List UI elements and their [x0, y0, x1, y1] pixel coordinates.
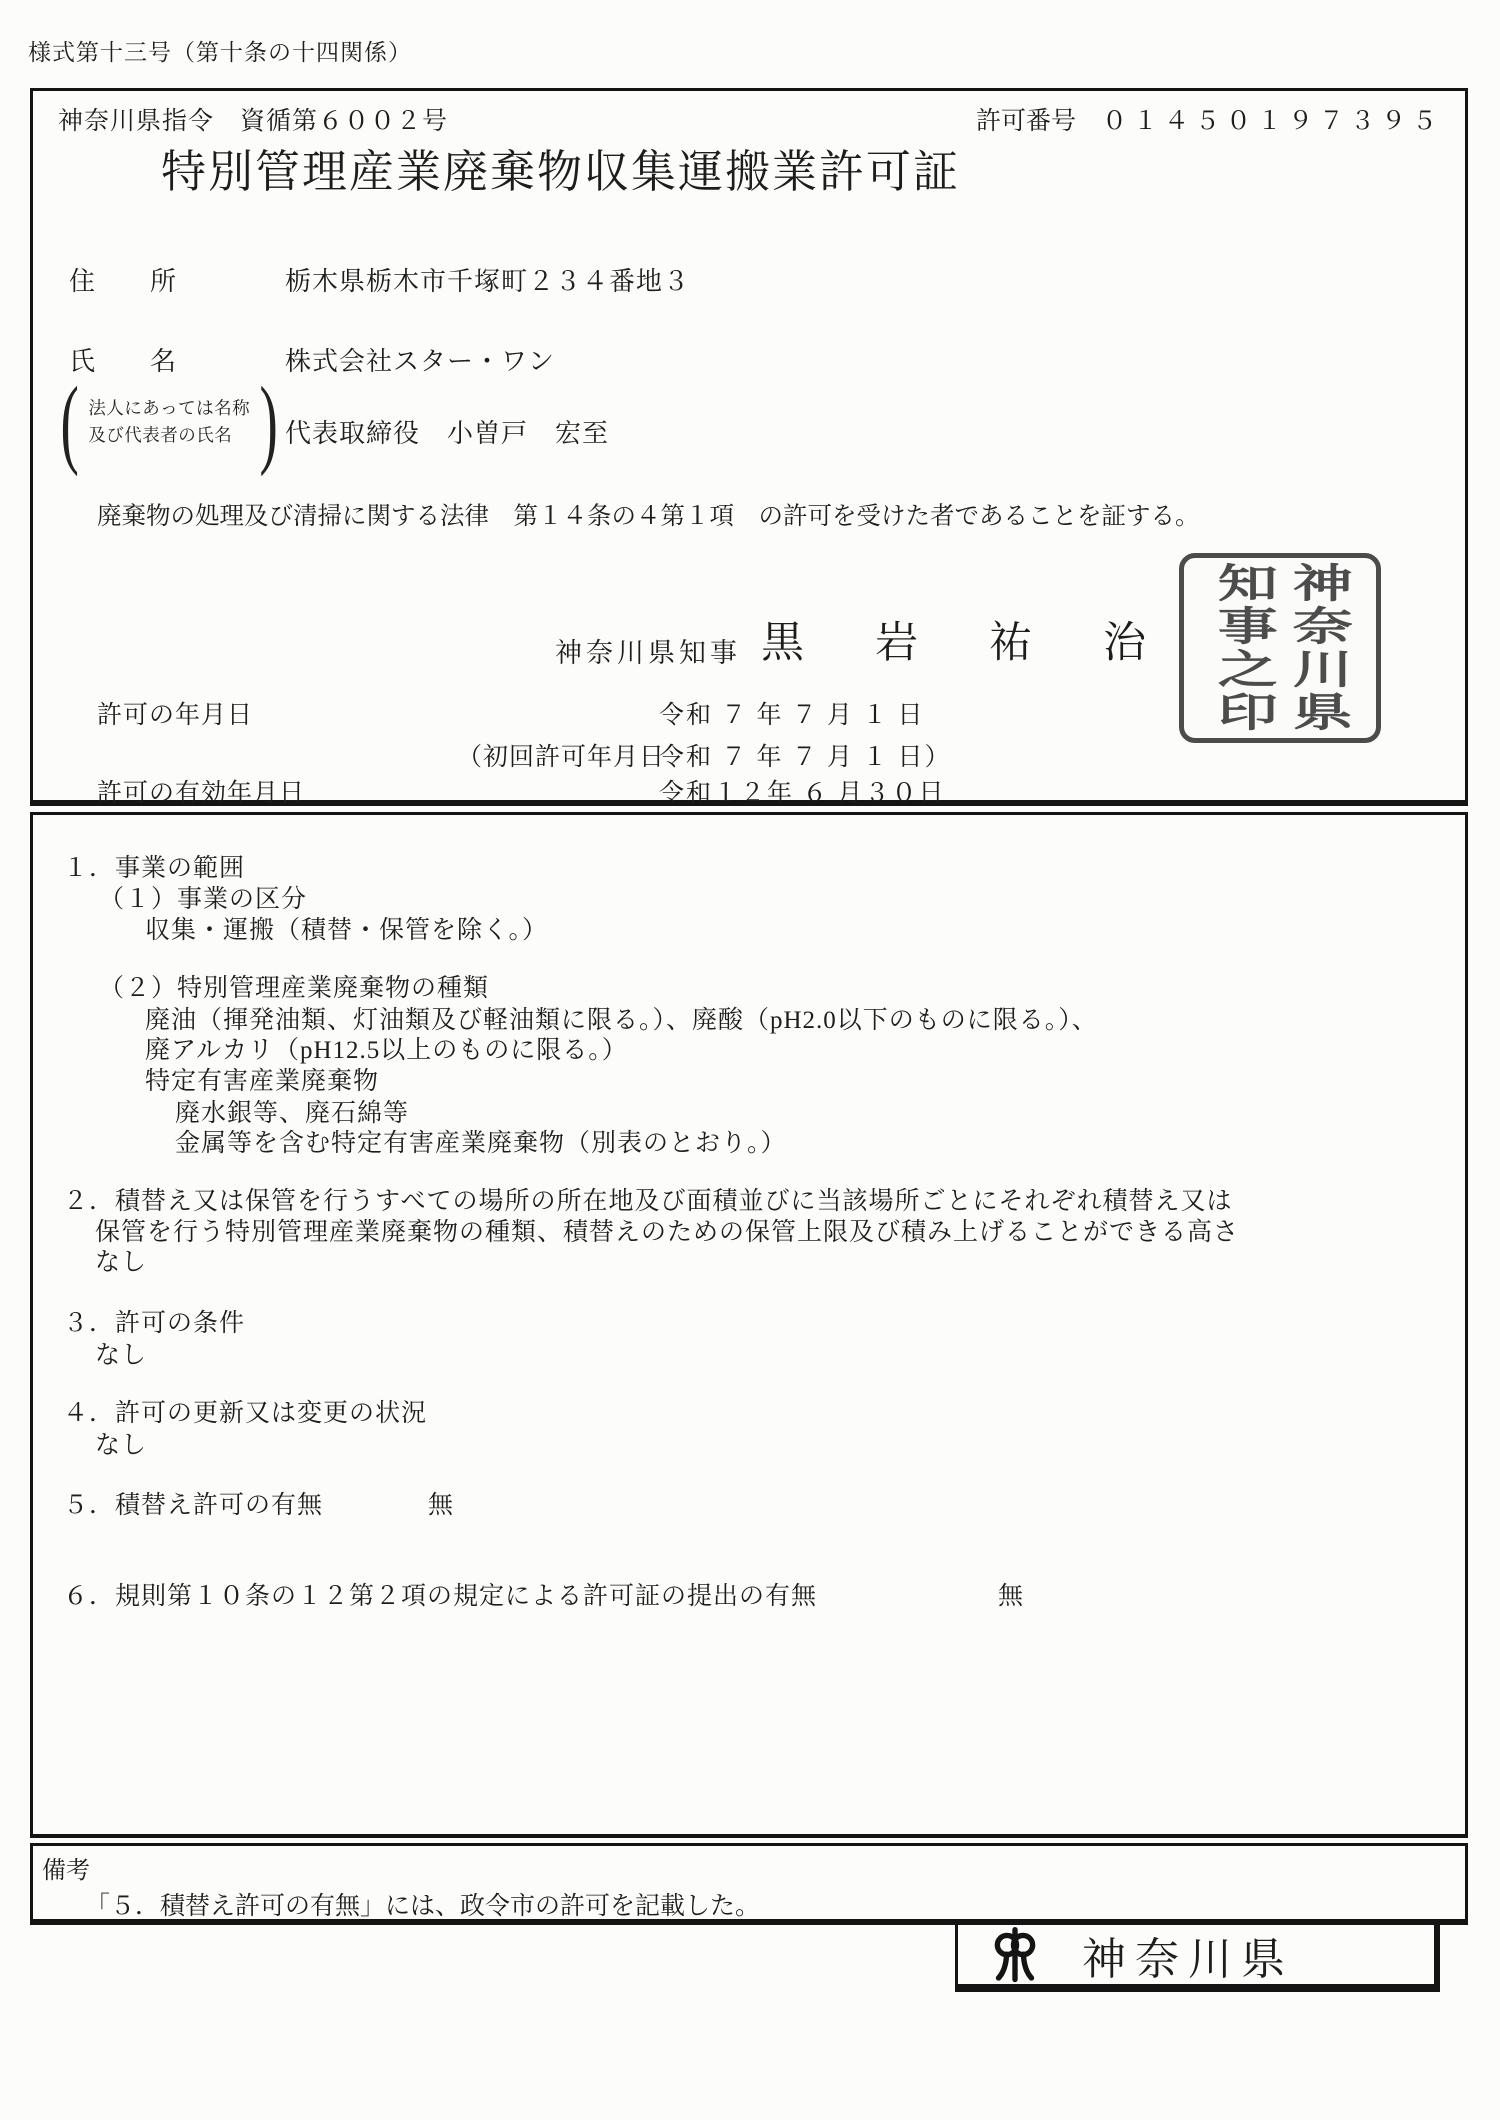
- section3-value: なし: [95, 1342, 148, 1369]
- form-number: 様式第十三号（第十条の十四関係）: [28, 40, 412, 65]
- permit-number-label: 許可番号: [975, 108, 1076, 135]
- corp-note-open-paren: (: [60, 366, 79, 477]
- representative-name: 代表取締役 小曽戸 宏至: [285, 419, 610, 448]
- governor-name: 黒 岩 祐 治: [761, 620, 1160, 667]
- prefecture-stamp-box: [955, 1922, 1440, 1992]
- address-label: 住 所: [69, 267, 178, 296]
- section1-1-value: 収集・運搬（積替・保管を除く。）: [145, 917, 549, 944]
- section3-heading: ３．許可の条件: [63, 1310, 246, 1337]
- section5-heading: ５．積替え許可の有無: [63, 1492, 324, 1519]
- section4-value: なし: [95, 1432, 148, 1459]
- permit-details-box: [30, 812, 1468, 1838]
- expiry-date-value: 令和１２年 ６ 月３０日: [659, 780, 946, 807]
- governor-seal-text: [1209, 562, 1352, 734]
- governor-seal: [1179, 553, 1381, 743]
- section5-value: 無: [428, 1492, 455, 1519]
- section1-2-line4: 廃水銀等、廃石綿等: [175, 1100, 410, 1127]
- corp-note-close-paren: ): [259, 366, 278, 477]
- remarks-box: [30, 1843, 1468, 1925]
- remarks-text: 「５．積替え許可の有無」には、政令市の許可を記載した。: [85, 1893, 761, 1920]
- section1-1-heading: （１）事業の区分: [99, 886, 308, 913]
- expiry-date-label: 許可の有効年月日: [97, 780, 306, 807]
- section1-heading: １．事業の範囲: [63, 855, 246, 882]
- name-label: 氏 名: [69, 347, 178, 376]
- section2-value: なし: [95, 1249, 148, 1276]
- prefecture-name: 神奈川県: [1082, 1934, 1294, 1984]
- seal-right-column: 神奈川県: [1284, 562, 1352, 734]
- certification-statement: 廃棄物の処理及び清掃に関する法律 第１４条の４第１項 の許可を受けた者であることを証する。: [97, 503, 1200, 530]
- section1-2-line2: 廃アルカリ（pH12.5以上のものに限る。）: [145, 1037, 628, 1064]
- corp-note-text: [86, 395, 252, 449]
- first-granted-value: 令和 ７ 年 ７ 月 １ 日）: [659, 744, 952, 771]
- seal-left-column: 知事之印: [1209, 562, 1277, 734]
- permit-number-row: [976, 101, 1443, 137]
- governor-title: 神奈川県知事: [555, 638, 741, 668]
- address-value: 栃木県栃木市千塚町２３４番地３: [285, 267, 691, 296]
- corp-note-line1: 法人にあっては名称: [88, 398, 251, 418]
- section2-line1: ２．積替え又は保管を行うすべての場所の所在地及び面積並びに当該場所ごとにそれぞれ積替え又は: [63, 1188, 1233, 1215]
- section1-2-heading: （２）特別管理産業廃棄物の種類: [99, 975, 490, 1002]
- directive-number: 神奈川県指令 資循第６００２号: [58, 108, 449, 135]
- first-granted-label: （初回許可年月日: [457, 744, 666, 771]
- permit-number-value: ０１４５０１９７３９５: [1101, 108, 1443, 135]
- section2-line2: 保管を行う特別管理産業廃棄物の種類、積替えのための保管上限及び積み上げることができる高さ: [95, 1219, 1240, 1246]
- kanagawa-emblem-icon: [992, 1927, 1038, 1983]
- certificate-title: 特別管理産業廃棄物収集運搬業許可証: [161, 147, 961, 197]
- section1-2-line3: 特定有害産業廃棄物: [145, 1068, 380, 1095]
- section6-heading: ６．規則第１０条の１２第２項の規定による許可証の提出の有無: [63, 1583, 818, 1610]
- corp-note-line2: 及び代表者の氏名: [88, 425, 233, 445]
- granted-date-label: 許可の年月日: [97, 702, 254, 729]
- name-value: 株式会社スター・ワン: [285, 347, 556, 376]
- granted-date-value: 令和 ７ 年 ７ 月 １ 日: [659, 702, 925, 729]
- section1-2-line5: 金属等を含む特定有害産業廃棄物（別表のとおり。）: [175, 1130, 787, 1157]
- section4-heading: ４．許可の更新又は変更の状況: [63, 1400, 428, 1427]
- remarks-label: 備考: [42, 1858, 90, 1884]
- section1-2-line1: 廃油（揮発油類、灯油類及び軽油類に限る。）、廃酸（pH2.0以下のものに限る。）、: [145, 1007, 1098, 1034]
- section6-value: 無: [998, 1583, 1025, 1610]
- certificate-header-box: [30, 88, 1468, 806]
- corporate-note: [53, 366, 285, 477]
